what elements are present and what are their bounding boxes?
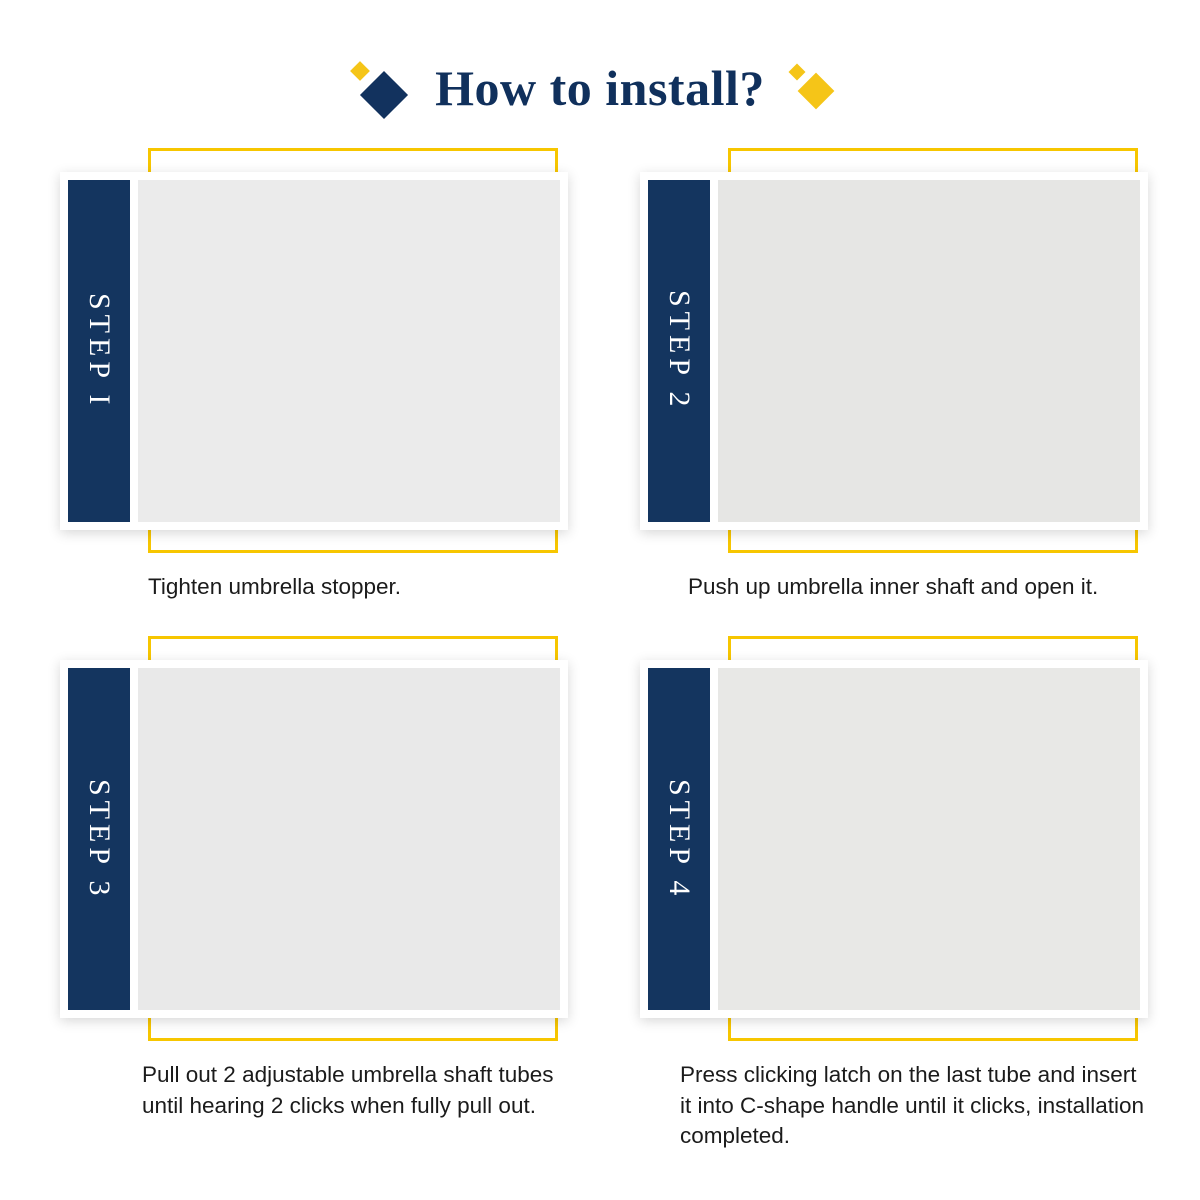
steps-row-2 (0, 628, 1200, 1151)
page-title-row (0, 48, 1200, 128)
step-image-3 (138, 668, 560, 1010)
step-card-4 (600, 628, 1200, 1151)
step-tab-1-label: STEP I (83, 292, 116, 410)
step-tab-1 (68, 180, 130, 522)
step-caption-4: Press clicking latch on the last tube and insert it into C-shape handle until it clicks, installation completed. (680, 1062, 1144, 1149)
step-image-4 (718, 668, 1140, 1010)
step-image-2 (718, 180, 1140, 522)
step-tab-4 (648, 668, 710, 1010)
step-card-1 (0, 140, 600, 602)
step-caption-1: Tighten umbrella stopper. (148, 574, 402, 599)
step-caption-3: Pull out 2 adjustable umbrella shaft tubes until hearing 2 clicks when fully pull out. (142, 1062, 554, 1118)
step-tab-2-label: STEP 2 (663, 290, 696, 412)
diamond-navy-icon (353, 58, 413, 118)
steps-row-1 (0, 140, 1200, 602)
step-card-3 (0, 628, 600, 1151)
step-tab-3-label: STEP 3 (83, 778, 116, 901)
page-title: How to install? (435, 60, 765, 116)
step-image-1 (138, 180, 560, 522)
step-tab-2 (648, 180, 710, 522)
diamond-yellow-icon (787, 58, 847, 118)
step-card-2 (600, 140, 1200, 602)
step-tab-3 (68, 668, 130, 1010)
step-tab-4-label: STEP 4 (663, 778, 696, 901)
step-caption-2: Push up umbrella inner shaft and open it. (688, 574, 1099, 599)
steps-grid (0, 140, 1200, 1152)
